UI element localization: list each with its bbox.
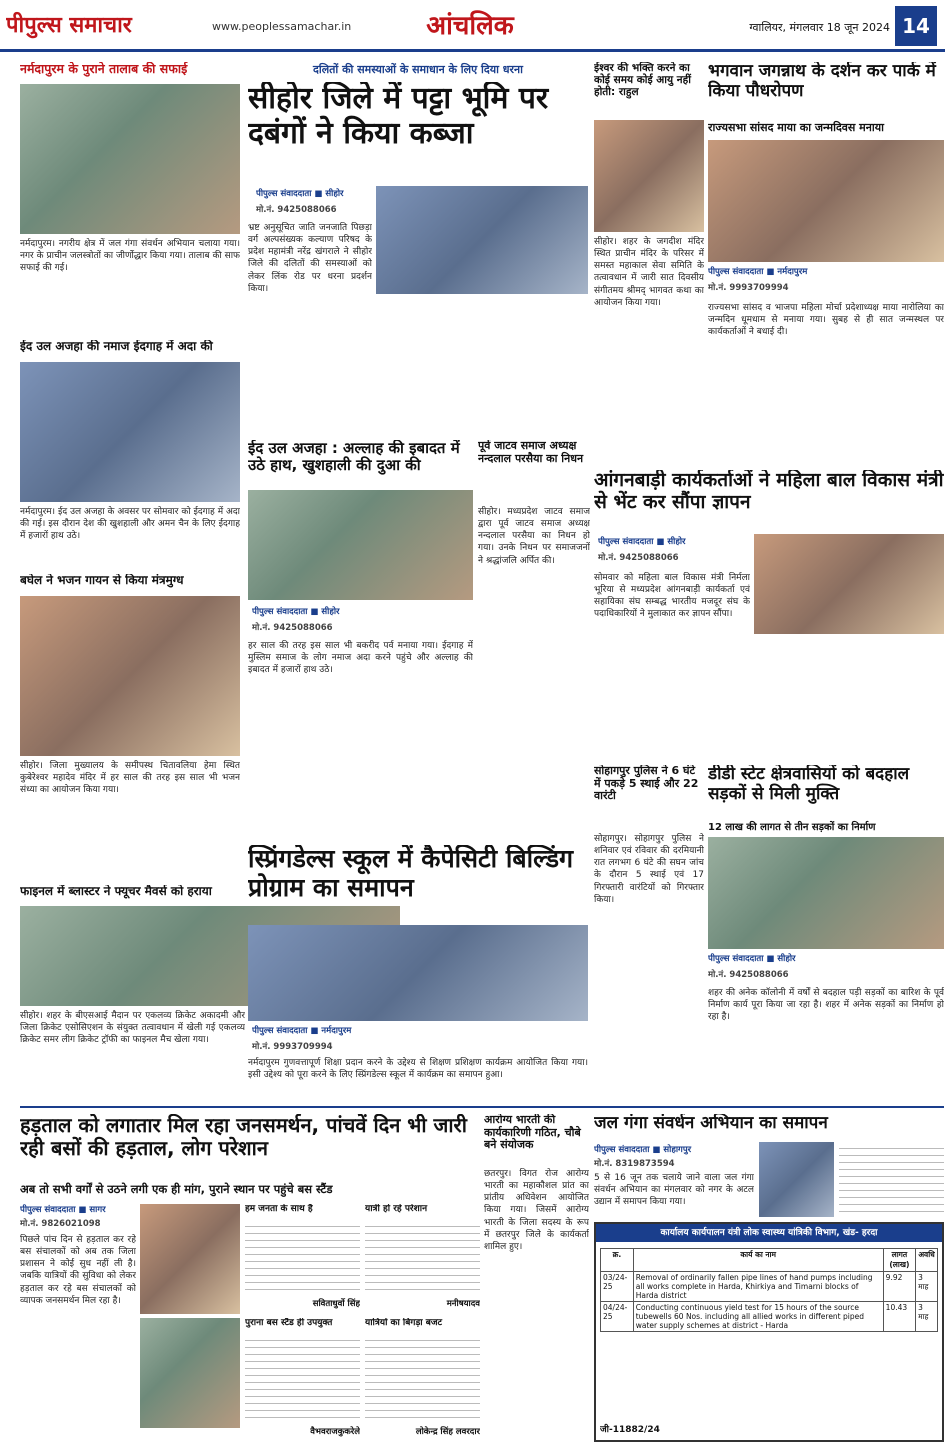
byline: पीपुल्स संवाददाता ■ सीहोर — [256, 189, 344, 199]
story-eid-namaz — [0, 340, 240, 570]
opinion-text — [245, 1220, 360, 1296]
phone: मो.नं. 8319873594 — [594, 1159, 675, 1169]
kicker: दलितों की समस्याओं के समाधान के लिए दिया धरना — [313, 63, 523, 76]
phone: मो.नं. 9425088066 — [708, 970, 789, 980]
story-patta — [248, 58, 588, 438]
table-cell: 9.92 — [883, 1272, 915, 1302]
photo — [20, 596, 240, 756]
subhead: 12 लाख की लागत से तीन सड़कों का निर्माण — [708, 822, 876, 833]
story-sohagpur — [594, 765, 704, 1105]
tender-advertisement — [594, 1222, 944, 1442]
table-cell: 3 माह — [916, 1272, 938, 1302]
headline: आरोग्य भारती की कार्यकारिणी गठित, चौबे बने संयोजक — [484, 1114, 581, 1152]
photo — [708, 140, 944, 262]
ad-title: कार्यालय कार्यपालन यंत्री लोक स्वास्थ्य यांत्रिकी विभाग, खंड- हरदा — [596, 1224, 942, 1242]
headline: ईद उल अजहा : अल्लाह की इबादत में उठे हाथ, खुशहाली की दुआ की — [248, 440, 460, 475]
story-bhajan — [0, 574, 240, 874]
opinion-col-4 — [365, 1318, 480, 1442]
header-cell: कार्य का नाम — [633, 1249, 883, 1272]
body-text: हर साल की तरह इस साल भी बकरीद पर्व मनाया गया। ईदगाह में मुस्लिम समाज के लोग नमाज अदा करने पहुंचे और अल्लाह की इबादत में हजारों हाथ उठे। — [248, 641, 473, 676]
photo — [754, 534, 944, 634]
headline: सीहोर जिले में पट्टा भूमि पर दबंगों ने किया कब्जा — [248, 82, 549, 151]
photo — [594, 120, 704, 232]
body-text: पिछले पांच दिन से हड़ताल कर रहे बस संचालकों को अब तक जिला प्रशासन ने कोई सुध नहीं ली है। जबकि यात्रियों की सुविधा को लेकर हड़ताल कर रहे बस संचालकों को व्यापक जनसमर्थन मिल रहा है। — [20, 1235, 136, 1306]
body-text: राज्यसभा सांसद व भाजपा महिला मोर्चा प्रदेशाध्यक्ष माया नारोलिया का जन्मदिन धूमधाम से मनाया गया। सुबह से ही सात जन्मस्थल पर कार्यकर्ताओं ने बधाई दी। — [708, 303, 944, 338]
story-springdales — [248, 845, 588, 1105]
table-row — [601, 1272, 938, 1302]
opinion-title: हम जनता के साथ है — [245, 1204, 313, 1214]
phone: मो.नं. 9993709994 — [252, 1042, 333, 1052]
body-text: सोमवार को महिला बाल विकास मंत्री निर्मला भूरिया से मध्यप्रदेश आंगनबाड़ी कार्यकर्ता एवं सहायिका संघ सम्बद्ध भारतीय मजदूर संघ के पदाधिकारियों ने मुलाकात कर ज्ञापन सौंपा। — [594, 573, 750, 620]
body-text: सीहोर। जिला मुख्यालय के समीपस्थ चितावलिया हेमा स्थित कुबेरेश्वर महादेव मंदिर में हर साल की तरह इस साल भी भजन संध्या का आयोजन किया गया। — [20, 761, 240, 796]
ad-table — [600, 1248, 938, 1332]
body-text: नर्मदापुरम। ईद उल अजहा के अवसर पर सोमवार को ईदगाह में अदा की गई। इस दौरान देश की खुशहाली और अमन चैन के लिए ईदगाह में हजारों हाथ उठे। — [20, 507, 240, 542]
section-divider — [20, 1106, 944, 1108]
opinion-text — [365, 1334, 480, 1422]
story-arogya — [484, 1110, 589, 1445]
page-number: 14 — [895, 6, 937, 46]
byline: पीपुल्स संवाददाता ■ सागर — [20, 1205, 106, 1215]
story-dd-state — [708, 765, 944, 1105]
headline: सोहागपुर पुलिस ने 6 घंटे में पकड़े 5 स्थाई और 22 वारंटी — [594, 765, 699, 803]
photo-portraits-2 — [140, 1318, 240, 1428]
newspaper-logo: पीपुल्स समाचार — [6, 13, 132, 38]
body-text: 5 से 16 जून तक चलाये जाने वाला जल गंगा संवर्धन अभियान का मंगलवार को नगर के अटल उद्यान में समापन किया गया। — [594, 1173, 754, 1208]
body-text: नर्मदापुरम। नगरीय क्षेत्र में जल गंगा संवर्धन अभियान चलाया गया। नगर के प्राचीन जलस्त्रोतों का जीर्णोद्धार किया गया। तालाब की साफ सफाई की गई। — [20, 239, 240, 274]
headline: फाइनल में ब्लास्टर ने फ्यूचर मैवर्स को हराया — [20, 885, 212, 898]
table-cell: 10.43 — [883, 1302, 915, 1332]
opinion-col-1 — [245, 1204, 360, 1314]
byline: पीपुल्स संवाददाता ■ नर्मदापुरम — [708, 267, 808, 277]
photo — [20, 362, 240, 502]
headline: डीडी स्टेट क्षेत्रवासियों को बदहाल सड़कों से मिली मुक्ति — [708, 765, 910, 804]
byline: पीपुल्स संवाददाता ■ नर्मदापुरम — [252, 1026, 352, 1036]
phone: मो.नं. 9993709994 — [708, 283, 789, 293]
headline: हड़ताल को लगातार मिल रहा जनसमर्थन, पांचवें दिन भी जारी रही बसों की हड़ताल, लोग परेशान — [20, 1114, 467, 1160]
story-narmadapuram — [0, 58, 240, 328]
opinion-text — [245, 1334, 360, 1422]
section-title: आंचलिक — [426, 11, 514, 41]
photo-portraits — [140, 1204, 240, 1314]
story-nandlal — [478, 440, 590, 840]
phone: मो.नं. 9826021098 — [20, 1219, 101, 1229]
body-text: भ्रष्ट अनुसूचित जाति जनजाति पिछड़ा वर्ग अल्पसंख्यक कल्याण परिषद के प्रदेश महामंत्री नरेंद्र खंगराले ने सीहोर जिले की दलितों की समस्याओं को लेकर लिंक रोड पर धरना प्रदर्शन किया। — [248, 223, 372, 294]
edition-date: ग्वालियर, मंगलवार 18 जून 2024 — [749, 21, 890, 34]
body-text: नर्मदापुरम गुणवत्तापूर्ण शिक्षा प्रदान करने के उद्देश्य से शिक्षण प्रशिक्षण कार्यक्रम आयोजित किया गया। इसी उद्देश्य को पूरा करने के लिए स्प्रिंगडेल्स स्कूल में कार्यक्रम का समापन हुआ। — [248, 1058, 588, 1081]
subhead: अब तो सभी वर्गों से उठने लगी एक ही मांग, पुराने स्थान पर पहुंचे बस स्टैंड — [20, 1182, 333, 1196]
opinion-name: लोकेन्द्र सिंह लवरदार — [415, 1427, 480, 1437]
byline: पीपुल्स संवाददाता ■ सीहोर — [252, 607, 340, 617]
body-text: सोहागपुर। सोहागपुर पुलिस ने शनिवार एवं रविवार की दरमियानी रात लगभग 6 घंटे की सघन जांच के दौरान 5 स्थाई एवं 17 गिरफ्तारी वारंटियों को गिरफ्तार किया। — [594, 834, 704, 905]
table-cell: 3 माह — [916, 1302, 938, 1332]
header-cell: अवधि — [916, 1249, 938, 1272]
photo — [248, 490, 473, 600]
story-jagannath — [708, 58, 944, 468]
opinion-name: वैभवराजकुकरेले — [310, 1427, 360, 1437]
masthead — [0, 0, 945, 52]
photo — [759, 1142, 834, 1217]
byline: पीपुल्स संवाददाता ■ सीहोर — [598, 537, 686, 547]
photo — [248, 925, 588, 1021]
website-url[interactable]: www.peoplessamachar.in — [212, 20, 352, 33]
byline: पीपुल्स संवाददाता ■ सीहोर — [708, 954, 796, 964]
phone: मो.नं. 9425088066 — [256, 205, 337, 215]
headline: भगवान जगन्नाथ के दर्शन कर पार्क में किया पौधरोपण — [708, 62, 936, 101]
opinion-title: यात्री हो रहे परेशान — [365, 1204, 428, 1214]
byline: पीपुल्स संवाददाता ■ सोहागपुर — [594, 1145, 692, 1155]
body-text: छतरपुर। विगत रोज आरोग्य भारती का महाकौशल प्रांत का प्रांतीय अधिवेशन आयोजित किया गया। जिसमें आरोग्य भारती के जिला सदस्य के रूप में छतरपुर जिले के कार्यकर्ता शामिल हुए। — [484, 1169, 589, 1252]
phone: मो.नं. 9425088066 — [252, 623, 333, 633]
phone: मो.नं. 9425088066 — [598, 553, 679, 563]
headline: ईद उल अजहा की नमाज ईदगाह में अदा की — [20, 340, 213, 353]
header-cell: लागत (लाख) — [883, 1249, 915, 1272]
header-cell: क्र. — [601, 1249, 634, 1272]
headline: स्प्रिंगडेल्स स्कूल में कैपेसिटी बिल्डिंग प्रोग्राम का समापन — [248, 845, 574, 902]
opinion-col-2 — [365, 1204, 480, 1314]
ad-footer: जी-11882/24 — [600, 1425, 660, 1435]
table-cell: Conducting continuous yield test for 15 hours of the source tubewells 60 Nos. including all allied works in different piped water supply schemes at district - Harda — [633, 1302, 883, 1332]
opinion-name: सविताधुर्वो सिंह — [312, 1299, 360, 1309]
opinion-col-3 — [245, 1318, 360, 1442]
body-text: सीहोर। शहर के जगदीश मंदिर स्थित प्राचीन मंदिर के परिसर में समस्त महाकाल सेवा समिति के तत्वावधान में जारी सात दिवसीय संगीतमय श्रीमद् भागवत कथा का आयोजन किया गया। — [594, 237, 704, 308]
headline: आंगनबाड़ी कार्यकर्ताओं ने महिला बाल विकास मंत्री से भेंट कर सौंपा ज्ञापन — [594, 470, 944, 513]
story-hadtal — [20, 1110, 480, 1445]
table-cell: 03/24-25 — [601, 1272, 634, 1302]
table-row — [601, 1302, 938, 1332]
headline: ईश्वर की भक्ति करने का कोई समय कोई आयु नहीं होती: राहुल — [594, 62, 691, 99]
continued-text — [839, 1142, 944, 1217]
ad-table-wrap — [600, 1248, 938, 1418]
story-jal-ganga — [594, 1110, 944, 1220]
story-eid-dua — [248, 440, 473, 840]
table-cell: 04/24-25 — [601, 1302, 634, 1332]
story-rahul — [594, 58, 704, 458]
opinion-title: पुराना बस स्टैंड ही उपयुक्त — [245, 1318, 333, 1328]
headline: नर्मदापुरम के पुराने तालाब की सफाई — [20, 62, 188, 76]
headline: पूर्व जाटव समाज अध्यक्ष नन्दलाल परसैया का निधन — [478, 440, 584, 465]
subhead: राज्यसभा सांसद माया का जन्मदिवस मनाया — [708, 121, 884, 134]
cricket-body-text: सीहोर। शहर के बीएसआई मैदान पर एकलव्य क्रिकेट अकादमी और जिला क्रिकेट एसोसिएशन के संयुक्त तत्वावधान में खेली गई एकलव्य क्रिकेट समर लीग क्रिकेट ट्रॉफी का फाइनल मैच खेला गया। — [20, 1011, 245, 1046]
body-text: सीहोर। मध्यप्रदेश जाटव समाज द्वारा पूर्व जाटव समाज अध्यक्ष नन्दलाल परसैया का निधन हो गया। उनके निधन पर समाजजनों ने श्रद्धांजलि अर्पित की। — [478, 507, 590, 566]
table-cell: Removal of ordinarily fallen pipe lines of hand pumps including all works complete in Harda, Khirkiya and Timarni blocks of Harda district — [633, 1272, 883, 1302]
headline: जल गंगा संवर्धन अभियान का समापन — [594, 1114, 828, 1133]
photo — [708, 837, 944, 949]
ad-table-header — [601, 1249, 938, 1272]
opinion-text — [365, 1220, 480, 1296]
photo — [376, 186, 588, 294]
story-anganwadi — [594, 470, 944, 760]
photo — [20, 84, 240, 234]
opinion-name: मनीषयादव — [446, 1299, 480, 1309]
body-text: शहर की अनेक कॉलोनी में वर्षों से बदहाल पड़ी सड़कों का बारिश के पूर्व निर्माण कार्य पूरा किया जा रहा है। शहर में अनेक सड़कों का निर्माण हो रहा है। — [708, 988, 944, 1023]
opinion-title: यात्रियों का बिगड़ा बजट — [365, 1318, 443, 1328]
headline: बघेल ने भजन गायन से किया मंत्रमुग्ध — [20, 574, 184, 587]
